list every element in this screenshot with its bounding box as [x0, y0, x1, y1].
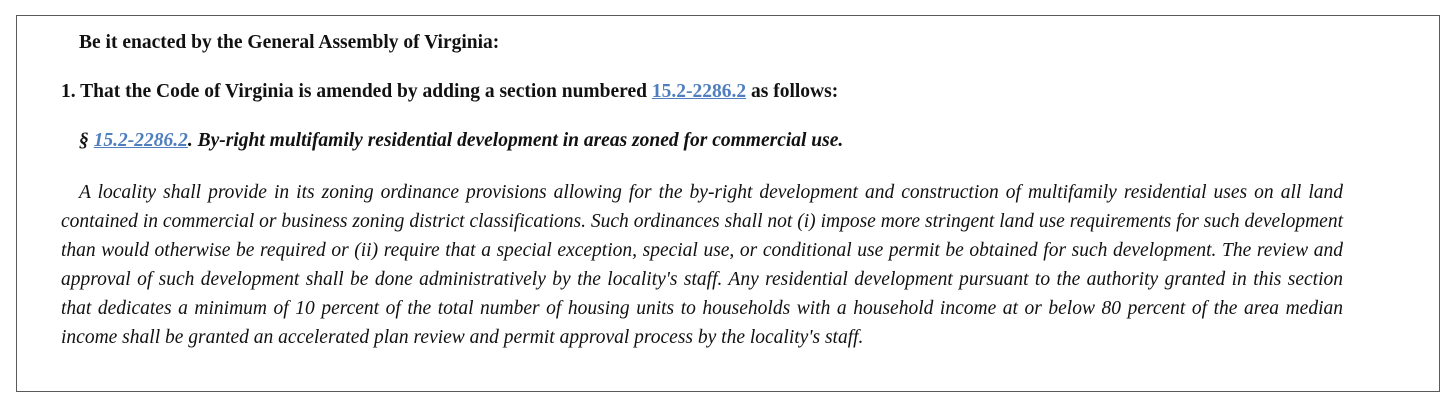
amendment-clause-suffix: as follows:	[746, 81, 839, 102]
section-title: . By-right multifamily residential development in areas zoned for commercial use.	[187, 130, 844, 151]
code-section-link[interactable]: 15.2-2286.2	[651, 81, 747, 102]
section-symbol: §	[79, 130, 94, 151]
enactment-clause: Be it enacted by the General Assembly of Virginia:	[79, 32, 500, 53]
amendment-clause	[61, 81, 838, 103]
section-heading-link[interactable]: 15.2-2286.2	[93, 130, 188, 151]
section-heading	[79, 130, 843, 152]
amendment-clause-prefix: 1. That the Code of Virginia is amended by adding a section numbered	[61, 81, 652, 102]
section-body-paragraph: A locality shall provide in its zoning ordinance provisions allowing for the by-right development and construction of multifamily residential uses on all land contained in commercial or business zoning district classifications. Such ordinances shall not (i) impose more stringent land use requirements for such development than would otherwise be required or (ii) require that a special exception, special use, or conditional use permit be obtained for such development. The review and approval of such development shall be done administratively by the locality's staff. Any residential development pursuant to the authority granted in this section that dedicates a minimum of 10 percent of the total number of housing units to households with a household income at or below 80 percent of the area median income shall be granted an accelerated plan review and permit approval process by the locality's staff.	[61, 182, 1343, 348]
